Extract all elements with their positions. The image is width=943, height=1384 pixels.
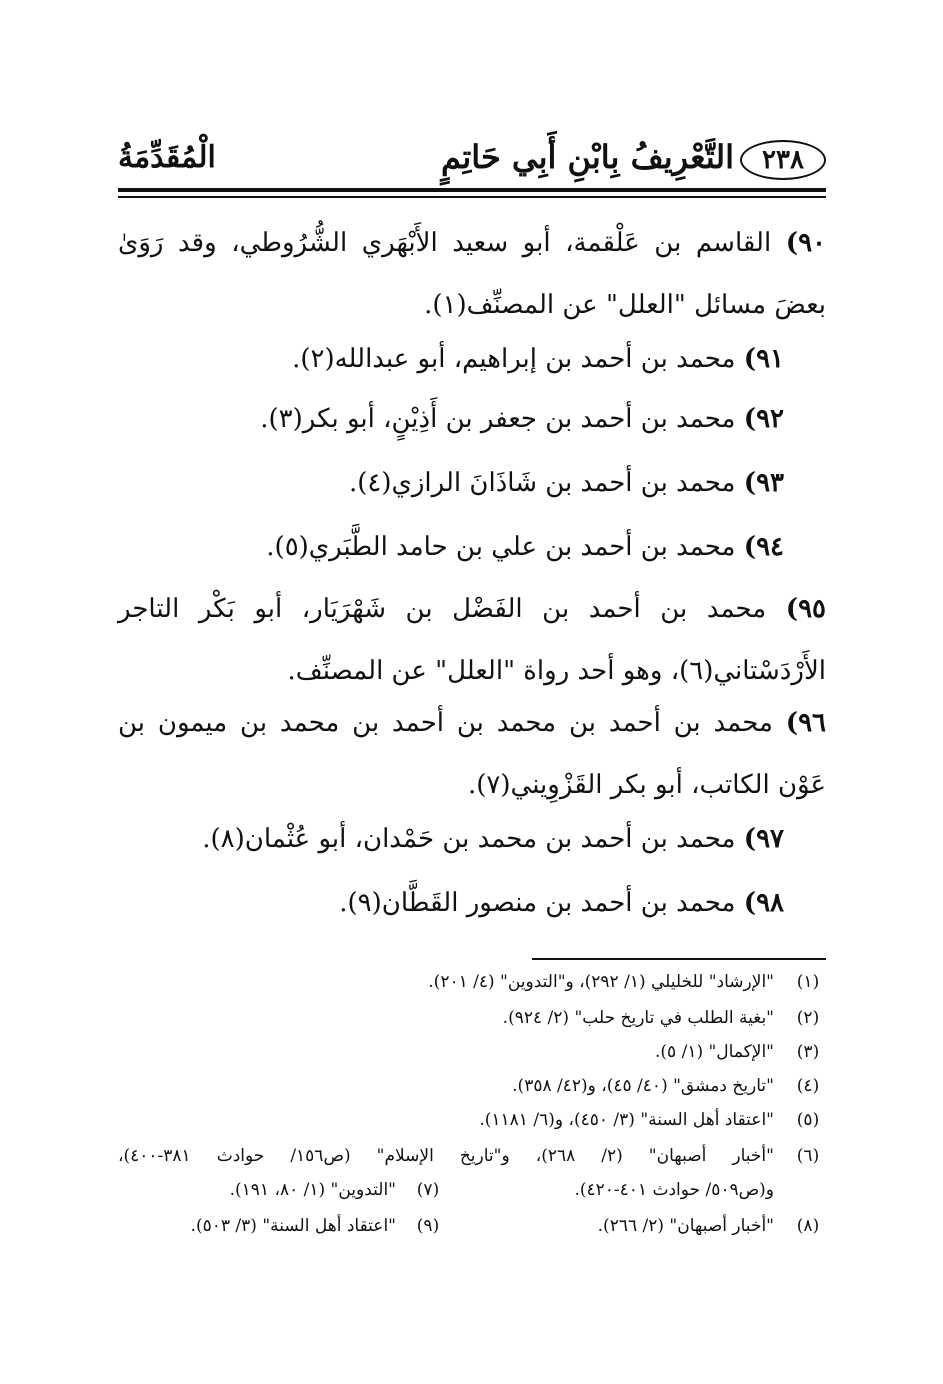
entry-text: الأَرْدَسْتاني(٦)، وهو أحد رواة "العلل" عن المصنِّف.: [287, 656, 826, 686]
footnote-3: [118, 1036, 826, 1068]
footnote-text: "أخبار أصبهان" (٢/ ٢٦٨)، و"تاريخ الإسلام" (ص١٥٦/ حوادث ٣٨١-٤٠٠)،: [118, 1146, 774, 1166]
entry-number: ٩٨): [743, 888, 784, 918]
entry-98: [118, 872, 826, 934]
entry-number: ٩٠): [785, 228, 826, 258]
entry-91: [118, 328, 826, 390]
entry-line: [118, 872, 784, 934]
entry-number: ٩٢): [743, 404, 784, 434]
entry-text: محمد بن أحمد بن شَاذَانَ الرازي(٤).: [348, 468, 736, 498]
header-rule-thick: [118, 188, 826, 192]
footnote-text: و(ص٥٠٩/ حوادث ٤٠١-٤٢٠).: [574, 1180, 774, 1200]
footnote-text: "تاريخ دمشق" (٤٠/ ٤٥)، و(٤٢/ ٣٥٨).: [512, 1076, 774, 1096]
footnote-2: [118, 1002, 826, 1034]
footnote-text: "بغية الطلب في تاريخ حلب" (٢/ ٩٢٤).: [502, 1008, 774, 1028]
entry-line: [118, 808, 784, 870]
footnote-marker: (٣): [796, 1042, 820, 1062]
book-title: التَّعْرِيفُ بِابْنِ أَبِي حَاتِمٍ: [441, 138, 734, 176]
footnote-marker: (٤): [796, 1076, 820, 1096]
entry-97: [118, 808, 826, 870]
entry-line: [118, 388, 784, 450]
entry-line: [118, 328, 784, 390]
section-title: الْمُقَدِّمَةُ: [118, 140, 216, 175]
entry-line: [118, 578, 826, 640]
entry-number: ٩٥): [785, 594, 827, 624]
footnote-rule: [532, 958, 826, 960]
entry-number: ٩٤): [743, 532, 784, 562]
footnote-marker: (٨): [796, 1216, 820, 1236]
footnote-marker: (١): [796, 972, 820, 992]
footnote-marker: (٩): [416, 1216, 440, 1236]
footnote-text: "اعتقاد أهل السنة" (٣/ ٥٠٣).: [190, 1216, 396, 1236]
footnote-marker: (٦): [796, 1146, 820, 1166]
footnote-text: "اعتقاد أهل السنة" (٣/ ٤٥٠)، و(٦/ ١١٨١).: [479, 1110, 774, 1130]
entry-line: [118, 516, 784, 578]
entry-number: ٩٣): [743, 468, 784, 498]
entry-text: القاسم بن عَلْقمة، أبو سعيد الأَبْهَري الشُّرُوطي، وقد رَوَىٰ: [118, 228, 772, 258]
footnote-5: [118, 1104, 826, 1136]
entry-line: [118, 274, 826, 336]
footnote-text: "الإكمال" (١/ ٥).: [654, 1042, 774, 1062]
entry-92: [118, 388, 826, 450]
footnote-6: [118, 1140, 826, 1172]
entry-text: محمد بن أحمد بن جعفر بن أَذِيْنٍ، أبو بكر(٣).: [260, 404, 736, 434]
footnote-text: "الإرشاد" للخليلي (١/ ٢٩٢)، و"التدوين" (٤/ ٢٠١).: [428, 972, 774, 992]
entry-90: [118, 212, 826, 336]
footnote-text: "التدوين" (١/ ٨٠، ١٩١).: [229, 1180, 396, 1200]
page-number: ٢٣٨: [740, 140, 826, 180]
footnote-marker: (٥): [796, 1110, 820, 1130]
footnote-6-continuation-and-7: [118, 1174, 826, 1206]
entry-93: [118, 452, 826, 514]
entry-text: محمد بن أحمد بن محمد بن أحمد بن محمد بن ميمون بن: [118, 708, 773, 738]
entry-line: [118, 754, 826, 816]
footnote-8-and-9: [118, 1210, 826, 1242]
entry-95: [118, 578, 826, 702]
entry-94: [118, 516, 826, 578]
page-header: [118, 130, 826, 190]
header-rule-thin: [118, 196, 826, 198]
entry-text: محمد بن أحمد بن منصور القَطَّان(٩).: [339, 888, 736, 918]
entry-line: [118, 212, 826, 274]
entry-text: محمد بن أحمد بن علي بن حامد الطَّبَري(٥).: [266, 532, 736, 562]
footnote-marker: (٢): [796, 1008, 820, 1028]
entry-line: [118, 452, 784, 514]
entry-number: ٩٦): [785, 708, 827, 738]
entry-text: عَوْن الكاتب، أبو بكر القَزْوِيني(٧).: [468, 770, 826, 800]
entry-text: محمد بن أحمد بن محمد بن حَمْدان، أبو عُثْمان(٨).: [202, 824, 736, 854]
entry-text: بعضَ مسائل "العلل" عن المصنِّف(١).: [424, 290, 826, 320]
entry-number: ٩٧): [743, 824, 784, 854]
footnote-text: "أخبار أصبهان" (٢/ ٢٦٦).: [597, 1216, 774, 1236]
entry-text: محمد بن أحمد بن الفَضْل بن شَهْرَيَار، أبو بَكْر التاجر: [118, 594, 767, 624]
entry-line: [118, 692, 826, 754]
footnote-marker: (٧): [416, 1180, 440, 1200]
footnote-1: [118, 966, 826, 998]
entry-number: ٩١): [743, 344, 784, 374]
entry-96: [118, 692, 826, 816]
entry-text: محمد بن أحمد بن إبراهيم، أبو عبدالله(٢).: [292, 344, 736, 374]
footnote-4: [118, 1070, 826, 1102]
